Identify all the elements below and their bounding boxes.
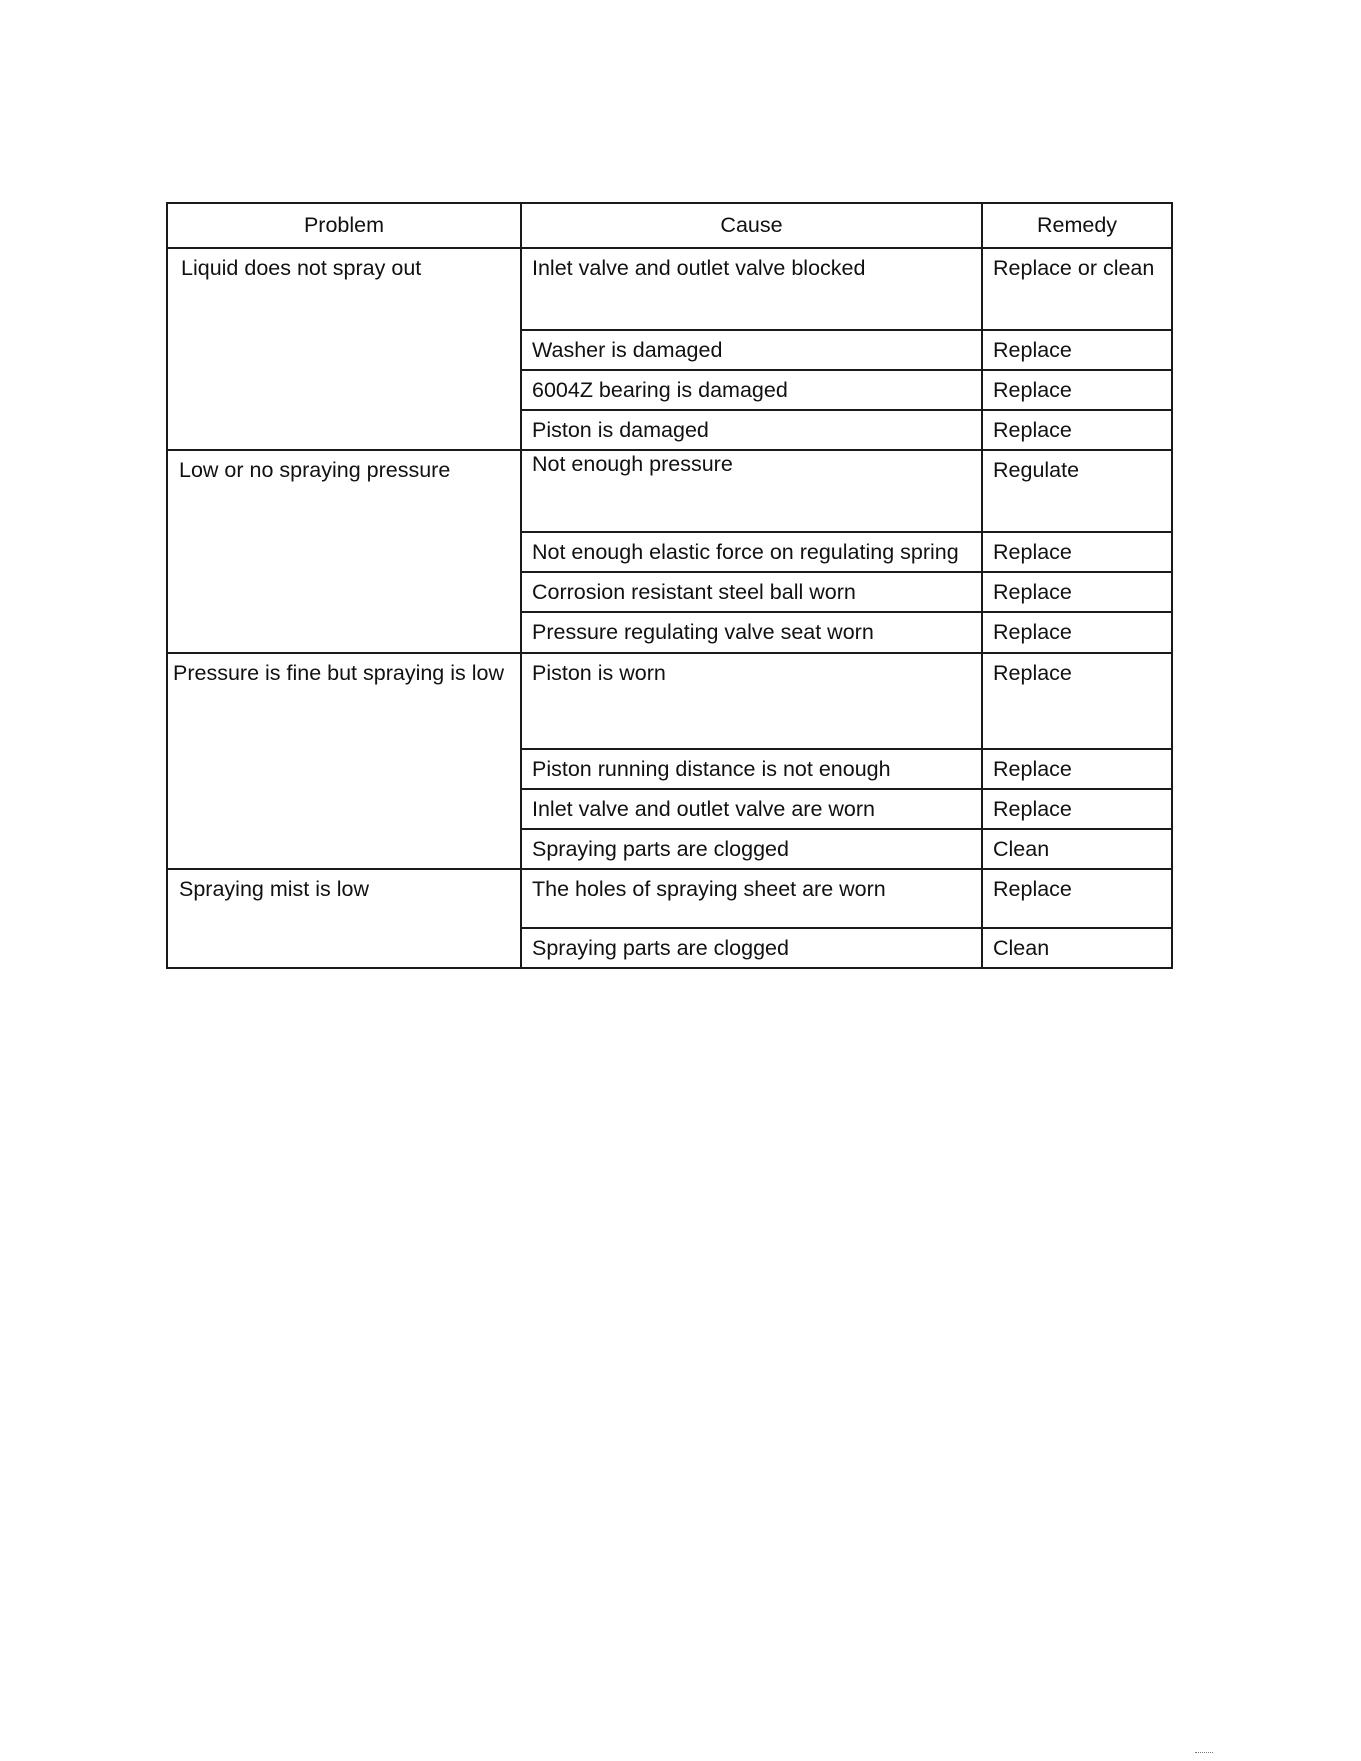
cause-cell: Not enough elastic force on regulating spring	[521, 532, 982, 572]
problem-cell: Liquid does not spray out	[167, 248, 521, 450]
remedy-cell: Regulate	[982, 450, 1172, 532]
remedy-cell: Replace	[982, 869, 1172, 928]
remedy-cell: Replace	[982, 572, 1172, 612]
header-cause: Cause	[521, 203, 982, 248]
problem-cell: Low or no spraying pressure	[167, 450, 521, 653]
cause-cell: Pressure regulating valve seat worn	[521, 612, 982, 653]
remedy-cell: Replace	[982, 653, 1172, 749]
remedy-cell: Replace	[982, 330, 1172, 370]
remedy-cell: Replace	[982, 410, 1172, 450]
header-row	[167, 203, 1172, 248]
cause-cell: Spraying parts are clogged	[521, 829, 982, 869]
page-edge-mark	[1195, 1752, 1213, 1755]
remedy-cell: Replace or clean	[982, 248, 1172, 330]
cause-cell: Piston is damaged	[521, 410, 982, 450]
header-remedy: Remedy	[982, 203, 1172, 248]
remedy-cell: Clean	[982, 829, 1172, 869]
remedy-cell: Replace	[982, 789, 1172, 829]
cause-cell: Spraying parts are clogged	[521, 928, 982, 968]
cause-cell: 6004Z bearing is damaged	[521, 370, 982, 410]
header-problem: Problem	[167, 203, 521, 248]
table-row	[167, 450, 1172, 532]
table-row	[167, 653, 1172, 749]
cause-cell: Washer is damaged	[521, 330, 982, 370]
cause-cell: Inlet valve and outlet valve are worn	[521, 789, 982, 829]
cause-cell: Corrosion resistant steel ball worn	[521, 572, 982, 612]
remedy-cell: Replace	[982, 612, 1172, 653]
problem-cell: Spraying mist is low	[167, 869, 521, 968]
cause-cell: Not enough pressure	[521, 450, 982, 532]
table-row	[167, 248, 1172, 330]
remedy-cell: Replace	[982, 749, 1172, 789]
remedy-cell: Replace	[982, 370, 1172, 410]
remedy-cell: Clean	[982, 928, 1172, 968]
cause-cell: The holes of spraying sheet are worn	[521, 869, 982, 928]
remedy-cell: Replace	[982, 532, 1172, 572]
cause-cell: Piston is worn	[521, 653, 982, 749]
table-row	[167, 869, 1172, 928]
cause-cell: Inlet valve and outlet valve blocked	[521, 248, 982, 330]
troubleshooting-table	[166, 202, 1173, 969]
cause-cell: Piston running distance is not enough	[521, 749, 982, 789]
problem-cell: Pressure is fine but spraying is low	[167, 653, 521, 869]
